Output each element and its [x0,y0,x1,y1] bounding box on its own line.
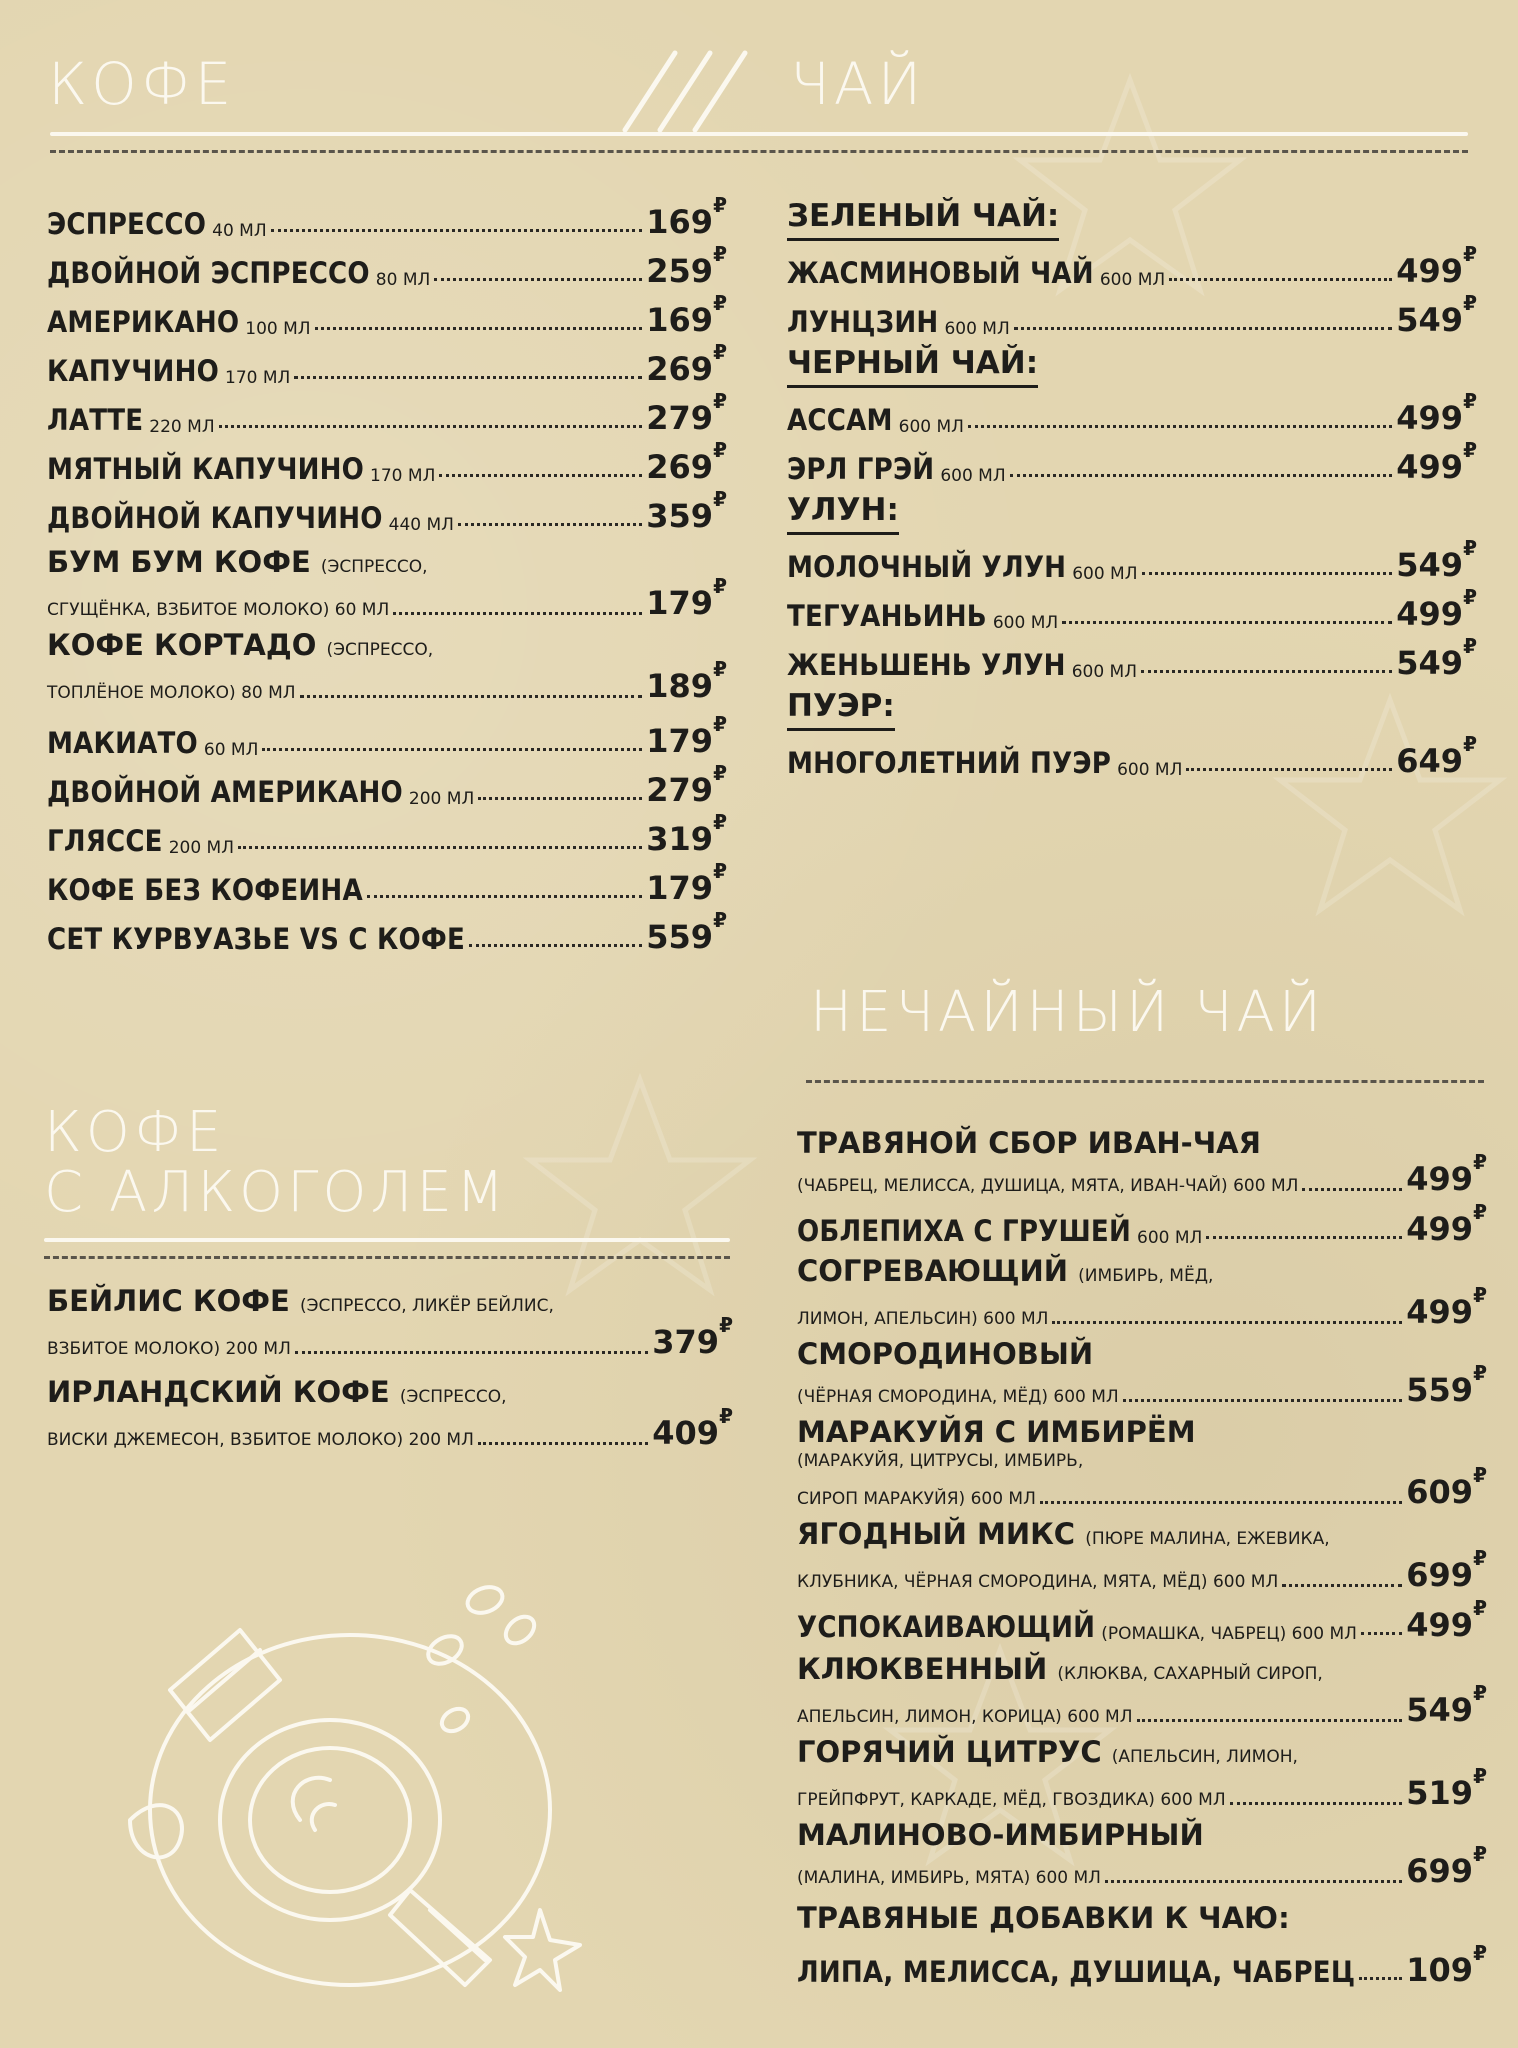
menu-item: КОФЕ БЕЗ КОФЕИНА 179 ₽ [47,859,727,907]
menu-item: КЛЮКВЕННЫЙ (КЛЮКВА, САХАРНЫЙ СИРОП, АПЕЛЬСИН, ЛИМОН, КОРИЦА) 600 МЛ 549 ₽ [797,1652,1487,1729]
menu-item: МЯТНЫЙ КАПУЧИНО 170 МЛ 269 ₽ [47,438,727,486]
nontea-title: НЕЧАЙНЫЙ ЧАЙ [810,980,1326,1045]
menu-item: СМОРОДИНОВЫЙ (ЧЁРНАЯ СМОРОДИНА, МЁД) 600 МЛ 559 ₽ [797,1337,1487,1409]
menu-item: ДВОЙНОЙ КАПУЧИНО 440 МЛ 359 ₽ [47,487,727,535]
menu-item: ОБЛЕПИХА С ГРУШЕЙ 600 МЛ 499 ₽ [797,1200,1487,1248]
menu-item: ЖАСМИНОВЫЙ ЧАЙ 600 МЛ 499 ₽ [787,242,1477,290]
category-green-tea: ЗЕЛЕНЫЙ ЧАЙ: [787,196,1059,241]
header-dash [50,150,1468,153]
alc-dash [44,1256,730,1259]
nontea-dash [806,1080,1484,1083]
menu-item: ЛИПА, МЕЛИССА, ДУШИЦА, ЧАБРЕЦ 109 ₽ [797,1941,1487,1989]
menu-item: ГЛЯССЕ 200 МЛ 319 ₽ [47,810,727,858]
alc-line [44,1238,730,1242]
alc-title-line1: КОФЕ [44,1100,226,1165]
menu-item: УСПОКАИВАЮЩИЙ (РОМАШКА, ЧАБРЕЦ) 600 МЛ 499 ₽ [797,1596,1487,1644]
menu-item: МАРАКУЙЯ С ИМБИРЁМ (МАРАКУЙЯ, ЦИТРУСЫ, ИМБИРЬ, СИРОП МАРАКУЙЯ) 600 МЛ 609 ₽ [797,1415,1487,1511]
alc-coffee-list [47,1284,733,1458]
slash-decoration [615,45,755,135]
menu-item: ЖЕНЬШЕНЬ УЛУН 600 МЛ 549 ₽ [787,634,1477,682]
menu-item: МОЛОЧНЫЙ УЛУН 600 МЛ 549 ₽ [787,536,1477,584]
category-black-tea: ЧЕРНЫЙ ЧАЙ: [787,343,1038,388]
menu-item: КАПУЧИНО 170 МЛ 269 ₽ [47,340,727,388]
menu-item: МАЛИНОВО-ИМБИРНЫЙ (МАЛИНА, ИМБИРЬ, МЯТА) 600 МЛ 699 ₽ [797,1818,1487,1890]
menu-item: ГОРЯЧИЙ ЦИТРУС (АПЕЛЬСИН, ЛИМОН, ГРЕЙПФРУТ, КАРКАДЕ, МЁД, ГВОЗДИКА) 600 МЛ 519 ₽ [797,1735,1487,1812]
menu-item: ЛУНЦЗИН 600 МЛ 549 ₽ [787,291,1477,339]
menu-item: КОФЕ КОРТАДО (ЭСПРЕССО, ТОПЛЁНОЕ МОЛОКО) 80 МЛ 189 ₽ [47,628,727,705]
menu-item: ЭРЛ ГРЭЙ 600 МЛ 499 ₽ [787,438,1477,486]
menu-item: ДВОЙНОЙ ЭСПРЕССО 80 МЛ 259 ₽ [47,242,727,290]
menu-item: БЕЙЛИС КОФЕ (ЭСПРЕССО, ЛИКЁР БЕЙЛИС, ВЗБИТОЕ МОЛОКО) 200 МЛ 379 ₽ [47,1284,733,1361]
menu-item: ЯГОДНЫЙ МИКС (ПЮРЕ МАЛИНА, ЕЖЕВИКА, КЛУБНИКА, ЧЁРНАЯ СМОРОДИНА, МЯТА, МЁД) 600 МЛ 699 ₽ [797,1517,1487,1594]
menu-item: СОГРЕВАЮЩИЙ (ИМБИРЬ, МЁД, ЛИМОН, АПЕЛЬСИН) 600 МЛ 499 ₽ [797,1254,1487,1331]
menu-item: ДВОЙНОЙ АМЕРИКАНО 200 МЛ 279 ₽ [47,761,727,809]
coffee-list [47,192,727,956]
category-oolong: УЛУН: [787,490,899,535]
category-puer: ПУЭР: [787,686,895,731]
coffee-title: КОФЕ [48,50,236,118]
menu-item: АССАМ 600 МЛ 499 ₽ [787,389,1477,437]
menu-item: ЛАТТЕ 220 МЛ 279 ₽ [47,389,727,437]
menu-item: СЕТ КУРВУАЗЬЕ VS С КОФЕ 559 ₽ [47,908,727,956]
header-line [50,132,1468,136]
menu-item: МАКИАТО 60 МЛ 179 ₽ [47,712,727,760]
menu-item: АМЕРИКАНО 100 МЛ 169 ₽ [47,291,727,339]
tea-title: ЧАЙ [790,50,926,118]
herbs-title: ТРАВЯНЫЕ ДОБАВКИ К ЧАЮ: [797,1901,1290,1935]
menu-item: МНОГОЛЕТНИЙ ПУЭР 600 МЛ 649 ₽ [787,732,1477,780]
tea-list [787,192,1477,780]
nontea-list [797,1126,1487,1989]
alc-title-line2: С АЛКОГОЛЕМ [44,1160,509,1225]
menu-item: БУМ БУМ КОФЕ (ЭСПРЕССО, СГУЩЁНКА, ВЗБИТОЕ МОЛОКО) 60 МЛ 179 ₽ [47,545,727,622]
coffee-cup-illustration [100,1520,620,2020]
menu-item: ЭСПРЕССО 40 МЛ 169 ₽ [47,193,727,241]
menu-item: ТЕГУАНЬИНЬ 600 МЛ 499 ₽ [787,585,1477,633]
menu-item: ИРЛАНДСКИЙ КОФЕ (ЭСПРЕССО, ВИСКИ ДЖЕМЕСОН, ВЗБИТОЕ МОЛОКО) 200 МЛ 409 ₽ [47,1375,733,1452]
menu-item: ТРАВЯНОЙ СБОР ИВАН-ЧАЯ (ЧАБРЕЦ, МЕЛИССА, ДУШИЦА, МЯТА, ИВАН-ЧАЙ) 600 МЛ 499 ₽ [797,1126,1487,1198]
